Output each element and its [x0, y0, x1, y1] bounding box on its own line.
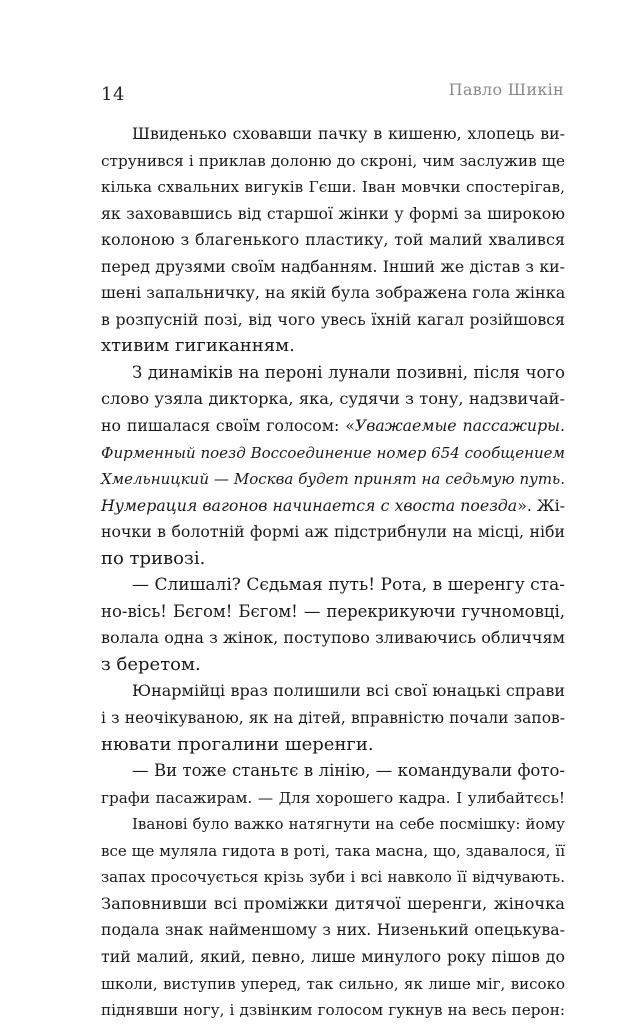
text-line: хтивим гигиканням.: [101, 335, 295, 357]
text-line: ночки в болотній формі аж підстрибнули на місці, ніби: [101, 522, 565, 542]
text-line: перед друзями своїм надбанням. Інший же дістав з ки-: [101, 256, 565, 276]
text-line: — Ви тоже станьтє в лінію, — командували фото-: [132, 761, 565, 781]
page-number: 14: [101, 84, 125, 105]
text-line: [101, 440, 565, 467]
text-run: ». Жі-: [517, 495, 565, 515]
text-line: струнився і приклав долоню до скроні, чим заслужив ще: [101, 151, 565, 170]
text-line: тий малий, який, певно, лише минулого року пішов до: [101, 946, 565, 966]
text-line: з беретом.: [101, 653, 201, 675]
text-line: волала одна з жінок, поступово зливаючись обличчям: [101, 628, 565, 648]
text-line: графи пасажирам. — Для хорошего кадра. І улибайтєсь!: [101, 788, 565, 807]
text-line: школи, виступив уперед, так сильно, як лише міг, високо: [101, 974, 565, 993]
text-line: по тривозі.: [101, 547, 206, 569]
text-line: З динаміків на пероні лунали позивні, після чого: [132, 362, 565, 382]
text-line: як заховавшись від старшої жінки у формі за широкою: [101, 203, 565, 223]
italic-quote: Фирменный поезд Воссоединение номер 654 сообщением: [101, 443, 565, 462]
text-line: Заповнивши всі проміжки дитячої шеренги, жіночка: [101, 893, 565, 913]
text-line: Швиденько сховавши пачку в кишеню, хлопець ви-: [132, 124, 565, 143]
text-line: колоною з благенького пластику, той малий хвалився: [101, 230, 565, 250]
body-text: [101, 121, 565, 1024]
text-line: — Слишалі? Сєдьмая путь! Рота, в шеренгу ста-: [132, 575, 565, 596]
text-run: но пишалася своїм голосом: «: [101, 416, 355, 436]
text-line: запах просочується крізь зуби і всі навколо її відчувають.: [101, 868, 565, 887]
italic-quote: Хмельницкий — Москва будет принят на седьмую путь.: [101, 470, 565, 489]
italic-quote: Нумерация вагонов начинается с хвоста поезда: [101, 495, 518, 515]
text-line: [101, 413, 565, 440]
text-line: в розпусній позі, від чого увесь їхній кагал розійшовся: [101, 309, 565, 329]
running-head-author: Павло Шикін: [448, 80, 564, 99]
italic-quote: Уважаемые пассажиры.: [354, 416, 565, 436]
text-line: і з неочікуваною, як на дітей, вправністю почали запов-: [101, 709, 565, 728]
text-line: [101, 493, 565, 520]
text-line: но-вісь! Бєгом! Бєгом! — перекрикуючи гучномовці,: [101, 601, 565, 621]
text-line: подала знак найменшому з них. Низенький опецькува-: [101, 920, 565, 940]
text-line: Іванові було важко натягнути на себе посмішку: йому: [132, 815, 565, 834]
text-line: все ще муляла гидота в роті, така масна, що, здавалося, її: [101, 841, 565, 860]
text-line: нювати прогалини шеренги.: [101, 733, 374, 755]
text-line: шені запальничку, на якій була зображена гола жінка: [101, 283, 566, 303]
text-line: слово узяла дикторка, яка, судячи з тону, надзвичай-: [101, 389, 565, 409]
text-line: піднявши ногу, і дзвінким голосом гукнув на весь перон:: [101, 1001, 565, 1020]
text-line: кілька схвальних вигуків Гєши. Іван мовчки спостерігав,: [101, 178, 565, 197]
text-line: Юнармійці враз полишили всі свої юнацькі справи: [132, 681, 565, 701]
text-line: [101, 466, 565, 493]
